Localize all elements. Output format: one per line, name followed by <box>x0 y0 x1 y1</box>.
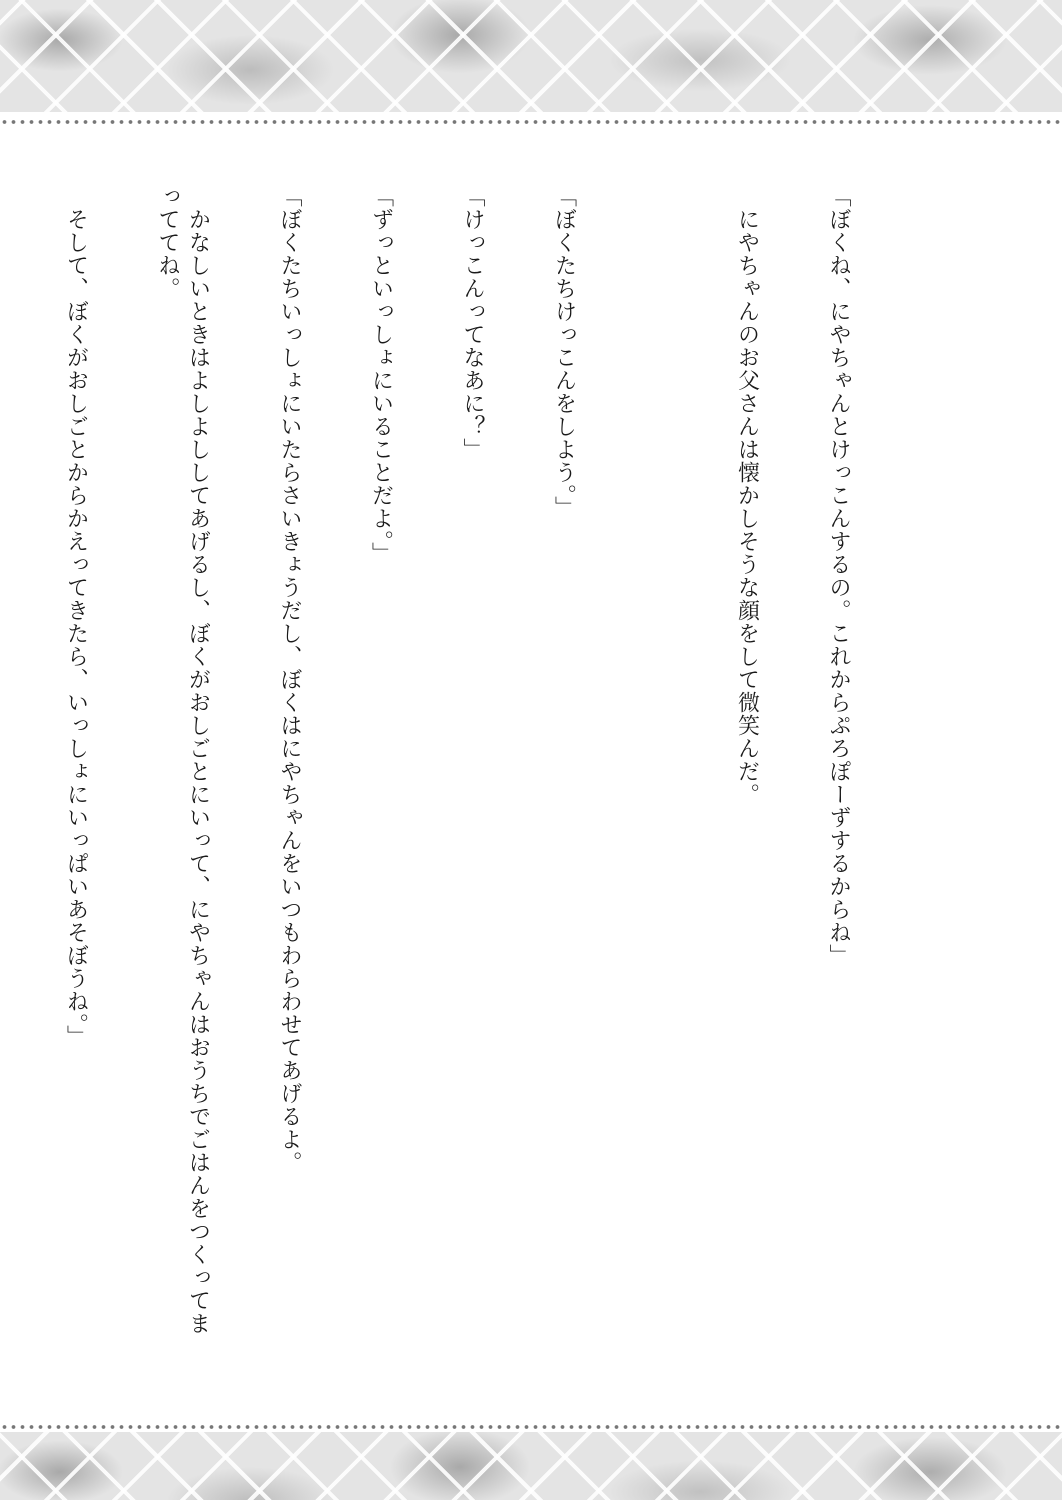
paragraph: かなしいときはよしよししてあげるし、ぼくがおしごとにいって、にやちゃんはおうちでごはんをつくってまっててね。 <box>155 185 211 1335</box>
vertical-story-text <box>0 185 914 1355</box>
paragraph: そして、ぼくがおしごとからかえってきたら、いっしょにいっぱいあそぼうね。」 <box>63 185 89 1048</box>
dotted-divider-top <box>0 119 1062 125</box>
paragraph: 「ぼくね、にやちゃんとけっこんするの。これからぷろぽーずするからね」 <box>826 185 851 967</box>
decorative-footer-band <box>0 1432 1062 1500</box>
paragraph: 「ずっといっしょにいることだよ。」 <box>368 185 394 565</box>
paragraph: 「ぼくたちけっこんをしよう。」 <box>551 185 577 519</box>
paragraph: にやちゃんのお父さんは懐かしそうな顔をして微笑んだ。 <box>734 185 760 806</box>
paragraph-break <box>640 185 671 1355</box>
dotted-divider-bottom <box>0 1424 1062 1430</box>
decorative-header-band <box>0 0 1062 112</box>
paragraph: 「けっこんってなあに？」 <box>460 185 485 461</box>
paragraph: 「ぼくたちいっしょにいたらさいきょうだし、ぼくはにやちゃんをいつもわらわせてあげるよ。 <box>277 185 302 1174</box>
